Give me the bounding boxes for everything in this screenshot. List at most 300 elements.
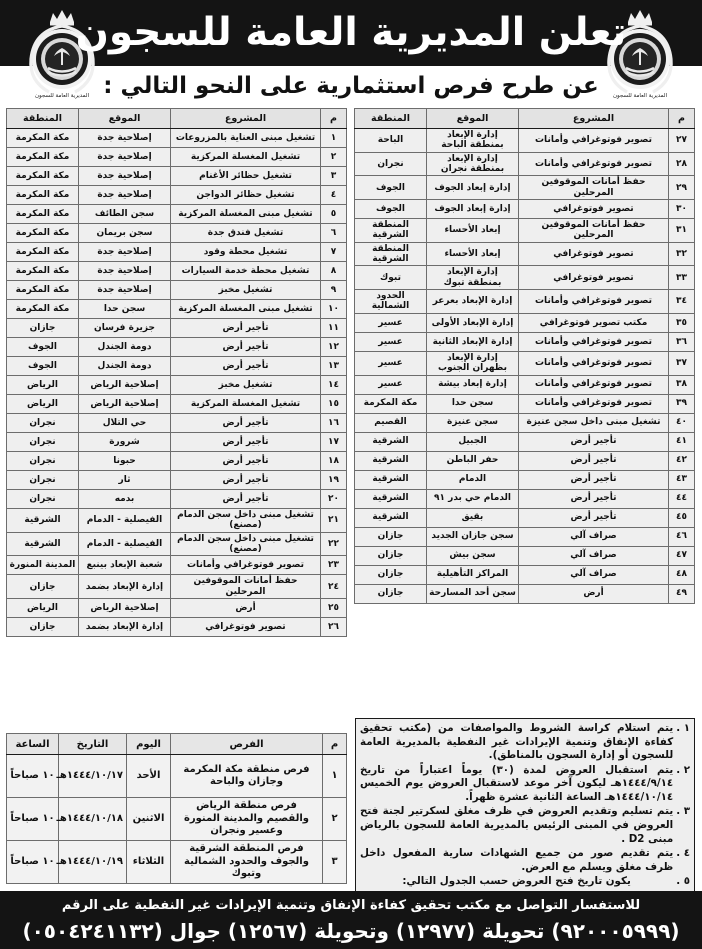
cell-num: ١٠ <box>321 300 347 319</box>
cell-num: ٤ <box>321 186 347 205</box>
cell-project: تأجير أرض <box>519 451 669 470</box>
table-row <box>7 509 347 533</box>
table-row <box>355 200 695 219</box>
cell-num: ٢٩ <box>669 176 695 200</box>
cell-project: حفظ أمانات الموقوفين المرحلين <box>519 176 669 200</box>
cell-location: إدارة الإبعاد بمنطقة نجران <box>427 152 519 176</box>
condition-item <box>360 805 690 846</box>
cell-region: المنطقة الشرقية <box>355 219 427 243</box>
condition-index: ٥ . <box>676 875 690 888</box>
cell-project: تأجير أرض <box>519 489 669 508</box>
cell-project: تشغيل حظائر الدواجن <box>171 186 321 205</box>
cell-region: تبوك <box>355 266 427 290</box>
sched-cell-time: ١٠ صباحاً <box>7 798 59 841</box>
cell-project: صراف آلي <box>519 527 669 546</box>
condition-item <box>360 764 690 805</box>
cell-project: أرض <box>171 599 321 618</box>
cell-num: ١٥ <box>321 395 347 414</box>
cell-region: الرياض <box>7 395 79 414</box>
sched-col-date: التاريخ <box>59 734 127 755</box>
condition-text: يتم تسليم وتقديم العروض في ظرف مغلق لسكرتير لجنة فتح العروض في المبنى الرئيس بالمديرية العامة للسجون بالرياض مبنى D2 . <box>360 805 674 845</box>
cell-num: ١٤ <box>321 376 347 395</box>
cell-num: ٣ <box>321 167 347 186</box>
condition-text: يتم استقبال العروض لمدة (٣٠) يوماً اعتباراً من تاريخ ١٤٤٤/٩/١٤هـ ليكون آخر موعد لاستقبال العروض يوم الخميس ١٤٤٤/١٠/١٤هـ الساعة الثانية عشرة ظهراً. <box>360 763 674 803</box>
cell-num: ٥ <box>321 205 347 224</box>
sched-cell-day: الاثنين <box>127 798 171 841</box>
cell-num: ٣٤ <box>669 290 695 314</box>
projects-table-left <box>354 108 695 604</box>
cell-location: إدارة الإبعاد بضمد <box>79 575 171 599</box>
table-row <box>355 489 695 508</box>
sched-cell-num: ٣ <box>323 841 347 884</box>
cell-project: تأجير أرض <box>171 319 321 338</box>
table-row <box>355 332 695 351</box>
cell-num: ٤٥ <box>669 508 695 527</box>
cell-num: ٢٠ <box>321 490 347 509</box>
cell-num: ٤٣ <box>669 470 695 489</box>
cell-project: تصوير فوتوغرافي <box>519 266 669 290</box>
cell-num: ٣٩ <box>669 394 695 413</box>
cell-region: الشرقية <box>7 509 79 533</box>
footer-phone-numbers: (٩٢٠٠٠٥٩٩٩) تحويلة (١٢٩٧٧) وتحويلة (١٢٥٦٧) جوال (٠٥٠٤٢٤١١٣٢) <box>22 919 680 943</box>
cell-region: مكة المكرمة <box>7 281 79 300</box>
cell-project: تشغيل محطة وقود <box>171 243 321 262</box>
cell-project: تأجير أرض <box>171 471 321 490</box>
conditions-list <box>355 718 695 894</box>
cell-project: تصوير فوتوغرافي <box>519 200 669 219</box>
cell-location: ثار <box>79 471 171 490</box>
cell-location: إصلاحية جدة <box>79 167 171 186</box>
cell-location: إصلاحية الرياض <box>79 376 171 395</box>
cell-region: الشرقية <box>355 451 427 470</box>
cell-project: تصوير فوتوغرافي <box>171 618 321 637</box>
sched-cell-date: ١٤٤٤/١٠/١٩هـ <box>59 841 127 884</box>
cell-num: ٤٩ <box>669 584 695 603</box>
table-row <box>355 313 695 332</box>
cell-region: الجوف <box>7 357 79 376</box>
cell-location: الفيصلية - الدمام <box>79 532 171 556</box>
cell-region: جازان <box>355 527 427 546</box>
table-row <box>7 452 347 471</box>
cell-num: ٣٢ <box>669 242 695 266</box>
cell-num: ٢١ <box>321 509 347 533</box>
cell-num: ٣٣ <box>669 266 695 290</box>
cell-location: إصلاحية جدة <box>79 129 171 148</box>
sched-cell-opportunities: فرص منطقة الرياض والقصيم والمدينة المنورة وعسير ونجران <box>171 798 323 841</box>
cell-location: إدارة الإبعاد بضمد <box>79 618 171 637</box>
table-row <box>7 618 347 637</box>
condition-item <box>360 847 690 874</box>
svg-text:المديرية العامة للسجون: المديرية العامة للسجون <box>612 93 668 99</box>
cell-location: إصلاحية الرياض <box>79 599 171 618</box>
contact-footer <box>0 891 702 949</box>
cell-location: المراكز التأهيلية <box>427 565 519 584</box>
cell-region: جازان <box>355 584 427 603</box>
cell-region: مكة المكرمة <box>7 300 79 319</box>
opening-schedule <box>7 733 347 884</box>
table-row <box>355 432 695 451</box>
cell-region: عسير <box>355 332 427 351</box>
cell-project: تأجير أرض <box>171 452 321 471</box>
cell-region: الشرقية <box>355 508 427 527</box>
table-row <box>355 451 695 470</box>
schedule-row <box>7 841 347 884</box>
table-row <box>355 129 695 153</box>
cell-num: ٤٠ <box>669 413 695 432</box>
sched-cell-opportunities: فرص منطقة مكة المكرمة وجازان والباحة <box>171 755 323 798</box>
cell-region: مكة المكرمة <box>7 243 79 262</box>
col-header-project: المشروع <box>519 109 669 129</box>
cell-project: تصوير فوتوغرافي وأمانات <box>519 394 669 413</box>
cell-location: إصلاحية جدة <box>79 148 171 167</box>
cell-num: ١٨ <box>321 452 347 471</box>
cell-location: إدارة إبعاد الجوف <box>427 200 519 219</box>
condition-text: يتم استلام كراسة الشروط والمواصفات من (مكتب تحقيق كفاءة الإنفاق وتنمية الإيرادات غير النفطية بالمديرية العامة للسجون أو إدارة السجون بالمناطق). <box>360 722 674 762</box>
cell-num: ١٧ <box>321 433 347 452</box>
cell-region: جازان <box>7 319 79 338</box>
cell-location: سجن حدا <box>79 300 171 319</box>
cell-region: جازان <box>7 575 79 599</box>
cell-project: مكتب تصوير فوتوغرافي <box>519 313 669 332</box>
cell-num: ٢٧ <box>669 129 695 153</box>
cell-location: حبونا <box>79 452 171 471</box>
cell-region: الباحة <box>355 129 427 153</box>
table-row <box>7 243 347 262</box>
table-row <box>355 508 695 527</box>
cell-project: تشغيل المغسلة المركزية <box>171 395 321 414</box>
cell-location: بقيق <box>427 508 519 527</box>
cell-location: إدارة الإبعاد بظهران الجنوب <box>427 351 519 375</box>
table-row <box>7 395 347 414</box>
cell-location: إدارة الإبعاد بمنطقة الباحة <box>427 129 519 153</box>
table-row <box>355 176 695 200</box>
cell-project: تشغيل مخبز <box>171 281 321 300</box>
cell-location: شعبة الإبعاد بينبع <box>79 556 171 575</box>
page-subtitle: عن طرح فرص استثمارية على النحو التالي : <box>103 73 599 99</box>
table-row <box>7 433 347 452</box>
table-row <box>7 300 347 319</box>
cell-num: ٤٧ <box>669 546 695 565</box>
cell-location: إدارة الإبعاد الثانية <box>427 332 519 351</box>
table-row <box>7 556 347 575</box>
cell-region: الجوف <box>355 200 427 219</box>
condition-text: يتم تقديم صور من جميع الشهادات سارية المفعول داخل ظرف مغلق ويسلم مع العرض. <box>360 847 674 873</box>
cell-region: عسير <box>355 313 427 332</box>
cell-num: ٤٤ <box>669 489 695 508</box>
cell-region: المنطقة الشرقية <box>355 242 427 266</box>
cell-location: سجن عنيزة <box>427 413 519 432</box>
cell-region: مكة المكرمة <box>7 205 79 224</box>
cell-num: ٢٢ <box>321 532 347 556</box>
table-row <box>7 224 347 243</box>
cell-region: مكة المكرمة <box>7 148 79 167</box>
cell-project: تأجير أرض <box>519 432 669 451</box>
footer-contact-text: للاستفسار التواصل مع مكتب تحقيق كفاءة الإنفاق وتنمية الإيرادات غير النفطية على الرقم <box>61 898 641 913</box>
cell-region: مكة المكرمة <box>7 262 79 281</box>
cell-project: تأجير أرض <box>519 508 669 527</box>
col-header-location: الموقع <box>79 109 171 129</box>
col-header-num: م <box>321 109 347 129</box>
table-row <box>355 152 695 176</box>
table-row <box>7 575 347 599</box>
cell-region: نجران <box>7 471 79 490</box>
cell-project: تشغيل محطة خدمة السيارات <box>171 262 321 281</box>
cell-num: ٣٧ <box>669 351 695 375</box>
cell-location: إصلاحية جدة <box>79 262 171 281</box>
cell-location: سجن الطائف <box>79 205 171 224</box>
cell-region: مكة المكرمة <box>7 224 79 243</box>
page-header <box>0 0 702 108</box>
cell-project: حفظ أمانات الموقوفين المرحلين <box>519 219 669 243</box>
sched-cell-num: ٢ <box>323 798 347 841</box>
cell-project: تشغيل حظائر الأغنام <box>171 167 321 186</box>
table-row <box>7 471 347 490</box>
table-row <box>355 584 695 603</box>
table-row <box>7 599 347 618</box>
table-row <box>7 262 347 281</box>
cell-num: ٢٦ <box>321 618 347 637</box>
cell-location: دومة الجندل <box>79 357 171 376</box>
cell-project: صراف آلي <box>519 565 669 584</box>
col-header-num: م <box>669 109 695 129</box>
cell-project: تأجير أرض <box>519 470 669 489</box>
cell-location: إبعاد الأحساء <box>427 219 519 243</box>
cell-location: بدمه <box>79 490 171 509</box>
cell-project: تشغيل مبنى داخل سجن الدمام (مصنع) <box>171 532 321 556</box>
cell-location: إصلاحية جدة <box>79 243 171 262</box>
cell-location: سجن أحد المسارحة <box>427 584 519 603</box>
cell-num: ٢ <box>321 148 347 167</box>
right-table-column <box>7 108 347 637</box>
cell-project: تصوير فوتوغرافي وأمانات <box>519 375 669 394</box>
table-row <box>355 470 695 489</box>
cell-location: حفر الباطن <box>427 451 519 470</box>
cell-num: ٤٨ <box>669 565 695 584</box>
cell-location: الدمام <box>427 470 519 489</box>
sched-cell-num: ١ <box>323 755 347 798</box>
table-row <box>7 186 347 205</box>
cell-region: مكة المكرمة <box>7 129 79 148</box>
cell-location: سجن بريمان <box>79 224 171 243</box>
cell-location: سجن حدا <box>427 394 519 413</box>
cell-location: الفيصلية - الدمام <box>79 509 171 533</box>
cell-num: ٣٦ <box>669 332 695 351</box>
cell-num: ٦ <box>321 224 347 243</box>
cell-num: ٤١ <box>669 432 695 451</box>
sched-col-time: الساعة <box>7 734 59 755</box>
table-row <box>355 527 695 546</box>
cell-region: الجوف <box>355 176 427 200</box>
cell-num: ٣٠ <box>669 200 695 219</box>
cell-region: الشرقية <box>7 532 79 556</box>
table-row <box>355 266 695 290</box>
cell-region: جازان <box>355 565 427 584</box>
projects-tables <box>0 108 702 637</box>
table-row <box>355 413 695 432</box>
cell-location: سجن جازان الجديد <box>427 527 519 546</box>
schedule-header-row <box>7 734 347 755</box>
cell-project: تصوير فوتوغرافي وأمانات <box>519 290 669 314</box>
cell-project: تصوير فوتوغرافي وأمانات <box>519 129 669 153</box>
cell-project: تأجير أرض <box>171 490 321 509</box>
sched-cell-date: ١٤٤٤/١٠/١٨هـ <box>59 798 127 841</box>
table-row <box>7 532 347 556</box>
cell-region: الحدود الشمالية <box>355 290 427 314</box>
schedule-row <box>7 755 347 798</box>
table-row <box>355 394 695 413</box>
cell-project: تأجير أرض <box>171 357 321 376</box>
cell-num: ٧ <box>321 243 347 262</box>
table-row <box>355 351 695 375</box>
table-row <box>7 319 347 338</box>
cell-region: نجران <box>7 490 79 509</box>
cell-project: تشغيل مبنى داخل سجن عنيزة <box>519 413 669 432</box>
cell-project: تشغيل مخبز <box>171 376 321 395</box>
cell-num: ١٣ <box>321 357 347 376</box>
cell-project: تشغيل مبنى المغسلة المركزية <box>171 300 321 319</box>
col-header-project: المشروع <box>171 109 321 129</box>
schedule-table <box>6 733 347 884</box>
cell-region: الرياض <box>7 376 79 395</box>
cell-num: ٣٨ <box>669 375 695 394</box>
condition-index: ٢ . <box>676 763 690 776</box>
cell-region: عسير <box>355 351 427 375</box>
cell-num: ٤٢ <box>669 451 695 470</box>
cell-project: أرض <box>519 584 669 603</box>
table-row <box>7 148 347 167</box>
cell-location: إصلاحية جدة <box>79 186 171 205</box>
cell-num: ٣١ <box>669 219 695 243</box>
cell-location: إدارة الإبعاد بعرعر <box>427 290 519 314</box>
cell-num: ٩ <box>321 281 347 300</box>
cell-num: ١ <box>321 129 347 148</box>
sched-col-day: اليوم <box>127 734 171 755</box>
cell-num: ٨ <box>321 262 347 281</box>
table-row <box>355 219 695 243</box>
table-row <box>7 205 347 224</box>
cell-project: تشغيل مبنى المغسلة المركزية <box>171 205 321 224</box>
cell-region: الجوف <box>7 338 79 357</box>
cell-project: تأجير أرض <box>171 433 321 452</box>
sched-cell-day: الثلاثاء <box>127 841 171 884</box>
cell-region: المدينة المنورة <box>7 556 79 575</box>
projects-table-right <box>6 108 347 637</box>
cell-region: نجران <box>7 452 79 471</box>
cell-region: الرياض <box>7 599 79 618</box>
cell-region: نجران <box>355 152 427 176</box>
cell-region: جازان <box>355 546 427 565</box>
cell-project: تشغيل مبنى العناية بالمزروعات <box>171 129 321 148</box>
cell-num: ١٦ <box>321 414 347 433</box>
cell-num: ٢٤ <box>321 575 347 599</box>
condition-item <box>360 722 690 763</box>
page-title: تعلن المديرية العامة للسجون <box>75 10 627 55</box>
cell-location: إدارة الإبعاد الأولى <box>427 313 519 332</box>
condition-text: يكون تاريخ فتح العروض حسب الجدول التالي: <box>402 875 631 888</box>
cell-num: ١٩ <box>321 471 347 490</box>
sched-col-num: م <box>323 734 347 755</box>
table-row <box>355 290 695 314</box>
cell-region: جازان <box>7 618 79 637</box>
col-header-region: المنطقة <box>355 109 427 129</box>
table-row <box>7 129 347 148</box>
table-row <box>7 414 347 433</box>
table-row <box>7 357 347 376</box>
cell-location: إدارة إبعاد بيشة <box>427 375 519 394</box>
table-row <box>355 242 695 266</box>
cell-project: تشغيل فندق جدة <box>171 224 321 243</box>
cell-location: جزيرة فرسان <box>79 319 171 338</box>
cell-num: ١٢ <box>321 338 347 357</box>
condition-item <box>360 875 690 889</box>
cell-location: حي التلال <box>79 414 171 433</box>
cell-region: مكة المكرمة <box>355 394 427 413</box>
cell-project: تأجير أرض <box>171 338 321 357</box>
cell-region: الشرقية <box>355 432 427 451</box>
svg-text:المديرية العامة للسجون: المديرية العامة للسجون <box>34 93 90 99</box>
cell-project: صراف آلي <box>519 546 669 565</box>
sched-cell-time: ١٠ صباحاً <box>7 841 59 884</box>
table-row <box>7 490 347 509</box>
table-row <box>7 281 347 300</box>
cell-region: الشرقية <box>355 489 427 508</box>
cell-region: القصيم <box>355 413 427 432</box>
cell-num: ٤٦ <box>669 527 695 546</box>
cell-project: تصوير فوتوغرافي وأمانات <box>171 556 321 575</box>
cell-location: الجبيل <box>427 432 519 451</box>
cell-location: شرورة <box>79 433 171 452</box>
cell-num: ١١ <box>321 319 347 338</box>
table-row <box>7 167 347 186</box>
cell-location: إبعاد الأحساء <box>427 242 519 266</box>
cell-region: نجران <box>7 433 79 452</box>
cell-num: ٣٥ <box>669 313 695 332</box>
left-table-column <box>355 108 695 637</box>
cell-location: إصلاحية جدة <box>79 281 171 300</box>
schedule-row <box>7 798 347 841</box>
sched-col-opp: الفرص <box>171 734 323 755</box>
cell-project: تصوير فوتوغرافي وأمانات <box>519 152 669 176</box>
cell-location: إدارة الإبعاد بمنطقة تبوك <box>427 266 519 290</box>
cell-project: تأجير أرض <box>171 414 321 433</box>
cell-region: الشرقية <box>355 470 427 489</box>
table-row <box>7 338 347 357</box>
cell-num: ٢٨ <box>669 152 695 176</box>
cell-num: ٢٣ <box>321 556 347 575</box>
cell-region: نجران <box>7 414 79 433</box>
condition-index: ١ . <box>676 722 690 734</box>
cell-location: الدمام حي بدر ٩١ <box>427 489 519 508</box>
cell-location: إصلاحية الرياض <box>79 395 171 414</box>
cell-region: مكة المكرمة <box>7 186 79 205</box>
table-row <box>355 375 695 394</box>
table-row <box>7 376 347 395</box>
condition-index: ٤ . <box>676 847 690 860</box>
cell-project: تشغيل مبنى داخل سجن الدمام (مصنع) <box>171 509 321 533</box>
table-header-row <box>7 109 347 129</box>
sched-cell-time: ١٠ صباحاً <box>7 755 59 798</box>
table-row <box>355 546 695 565</box>
cell-project: تصوير فوتوغرافي <box>519 242 669 266</box>
cell-project: تصوير فوتوغرافي وأمانات <box>519 332 669 351</box>
table-row <box>355 565 695 584</box>
cell-project: تشغيل المغسلة المركزية <box>171 148 321 167</box>
cell-location: سجن بيش <box>427 546 519 565</box>
col-header-location: الموقع <box>427 109 519 129</box>
sched-cell-date: ١٤٤٤/١٠/١٧هـ <box>59 755 127 798</box>
table-header-row <box>355 109 695 129</box>
cell-project: حفظ أمانات الموقوفين المرحلين <box>171 575 321 599</box>
